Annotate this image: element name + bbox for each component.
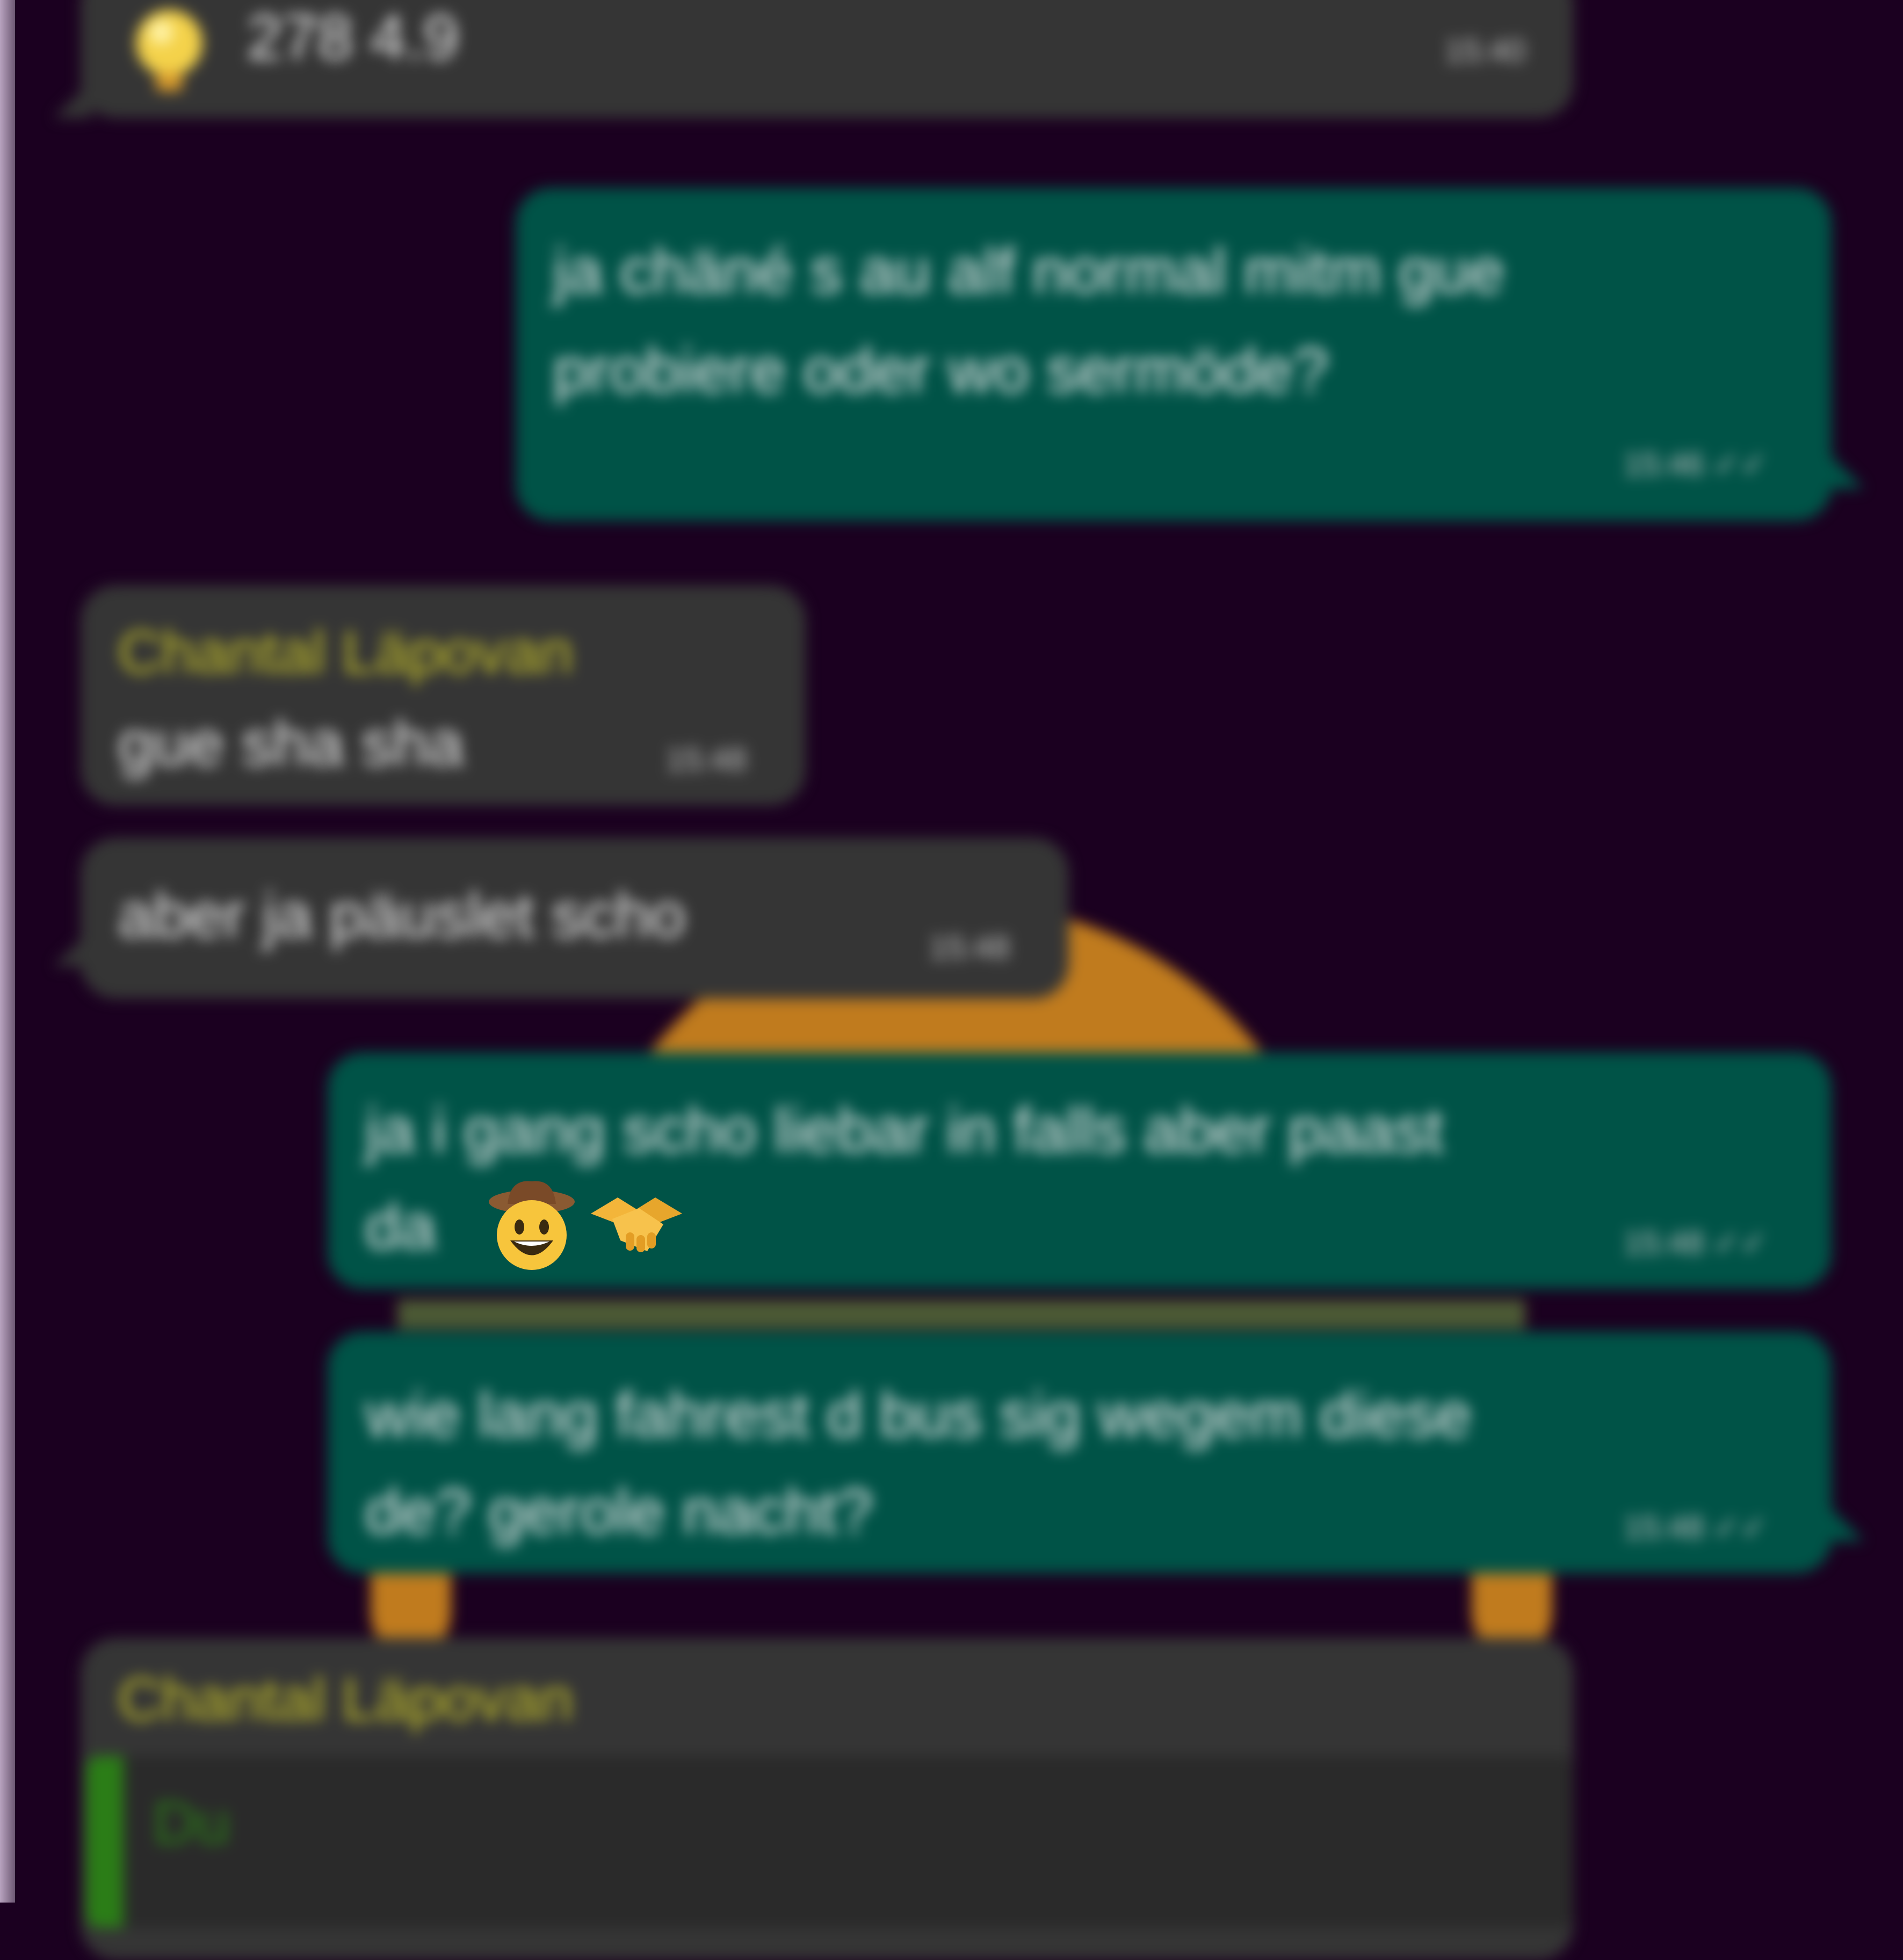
quoted-message[interactable] — [86, 1756, 1574, 1928]
bubble-tail — [54, 929, 91, 967]
message-time: 15:48 — [929, 930, 1010, 966]
message-line-1: ja i gang scho liebar in falls aber paast — [365, 1095, 1444, 1166]
message-line-2: probiere oder wo sermöde? — [553, 335, 1329, 406]
sender-name[interactable]: Chantal Läpovan — [118, 619, 573, 686]
message-text: gue sha sha — [118, 708, 464, 779]
message-bubble-outgoing[interactable] — [328, 1332, 1832, 1573]
bubble-tail — [54, 81, 91, 118]
bubble-tail — [1826, 1504, 1864, 1541]
scroll-edge — [0, 0, 15, 1903]
message-time: 15:48 ✓✓ — [1623, 1509, 1767, 1545]
quote-text: Du — [153, 1789, 230, 1856]
message-line-2: de? gerole nacht? — [365, 1476, 873, 1547]
sticker-shelf — [397, 1300, 1525, 1329]
handshake-icon — [588, 1189, 685, 1267]
message-bubble-incoming[interactable] — [81, 838, 1069, 999]
lightbulb-icon — [129, 5, 209, 99]
message-time: 15:40 — [1444, 33, 1525, 69]
cowboy-face-icon — [486, 1176, 577, 1275]
message-time: 15:48 ✓✓ — [1623, 1225, 1767, 1261]
message-time: 15:48 — [665, 742, 747, 778]
message-line-2: da — [365, 1192, 436, 1262]
message-line-1: ja chäné s au alf normal mitm gue — [553, 236, 1504, 307]
message-bubble-incoming[interactable] — [81, 0, 1574, 118]
message-bubble-incoming[interactable] — [81, 585, 806, 805]
message-text: 278 4.9 — [247, 2, 459, 73]
sender-name[interactable]: Chantal Läpovan — [118, 1666, 573, 1733]
message-line-1: wie lang fahrest d bus sig wegem diese — [365, 1380, 1472, 1450]
bubble-tail — [1826, 451, 1864, 489]
quote-accent-bar — [86, 1756, 124, 1928]
message-bubble-outgoing[interactable] — [516, 188, 1832, 521]
message-time: 15:46 ✓✓ — [1623, 446, 1767, 482]
message-text: aber ja päuslet scho — [118, 880, 686, 951]
